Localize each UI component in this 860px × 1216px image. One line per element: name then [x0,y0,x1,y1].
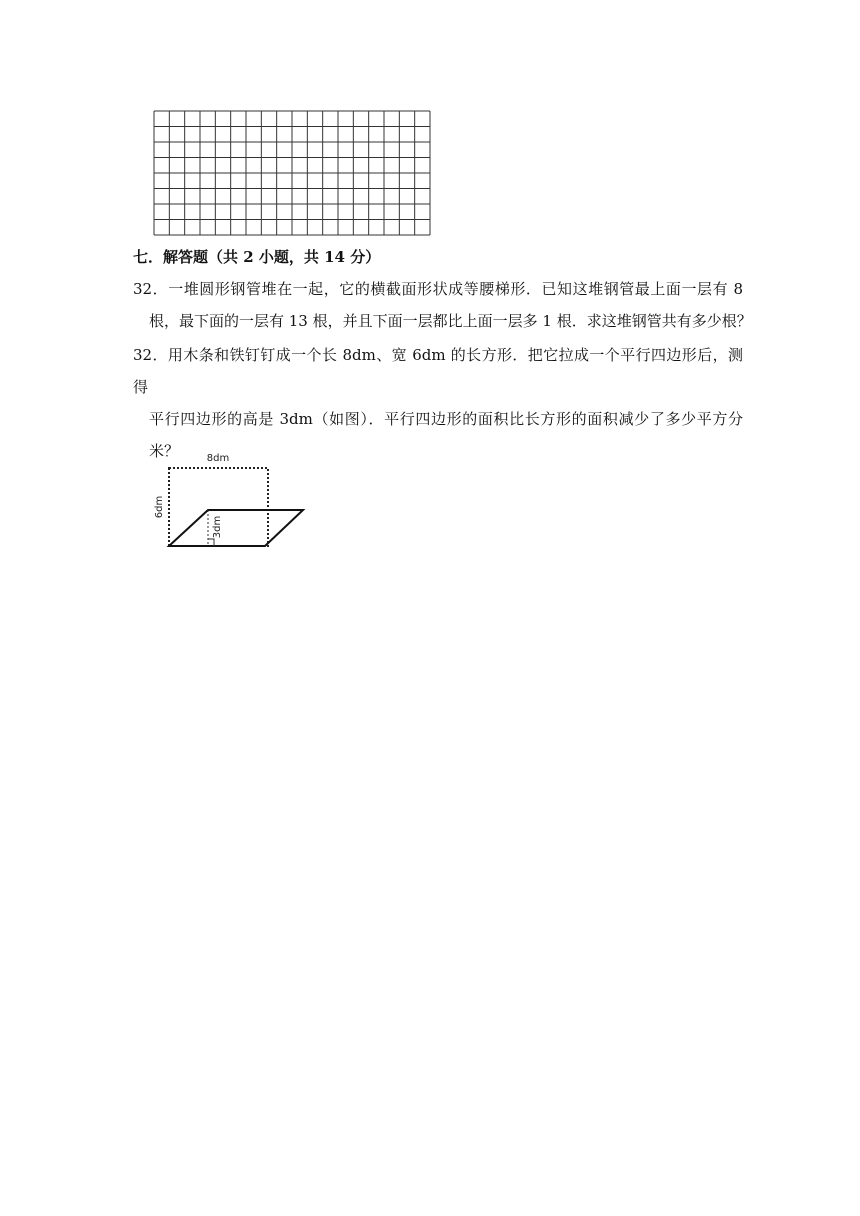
question-1-number: 32． [133,280,169,298]
question-2-line-3: 米？ [149,442,180,460]
rectangle-parallelogram-figure [148,448,313,554]
label-6dm: 6dm [154,495,165,519]
parallelogram [169,510,303,546]
question-2-line-1 [133,339,743,403]
question-2-line-2: 平行四边形的高是 3dm（如图）．平行四边形的面积比长方形的面积减少了多少平方分 [149,410,743,428]
question-1-line-2: 根，最下面的一层有 13 根，并且下面一层都比上面一层多 1 根．求这堆钢管共有多少根？ [149,312,752,330]
section-title: 七．解答题（共 2 小题，共 14 分） [133,248,381,266]
question-2-number: 32． [133,346,168,364]
label-8dm: 8dm [206,453,230,464]
square-grid [153,110,431,236]
question-1 [133,273,752,337]
right-angle-marker [208,539,214,546]
question-1-text-1: 一堆圆形钢管堆在一起，它的横截面形状成等腰梯形．已知这堆钢管最上面一层有 8 [168,280,743,298]
question-1-line-1 [133,273,743,305]
question-2-text-1: 用木条和铁钉钉成一个长 8dm、宽 6dm 的长方形．把它拉成一个平行四边形后，测得 [133,346,743,396]
label-3dm: 3dm [212,515,223,539]
